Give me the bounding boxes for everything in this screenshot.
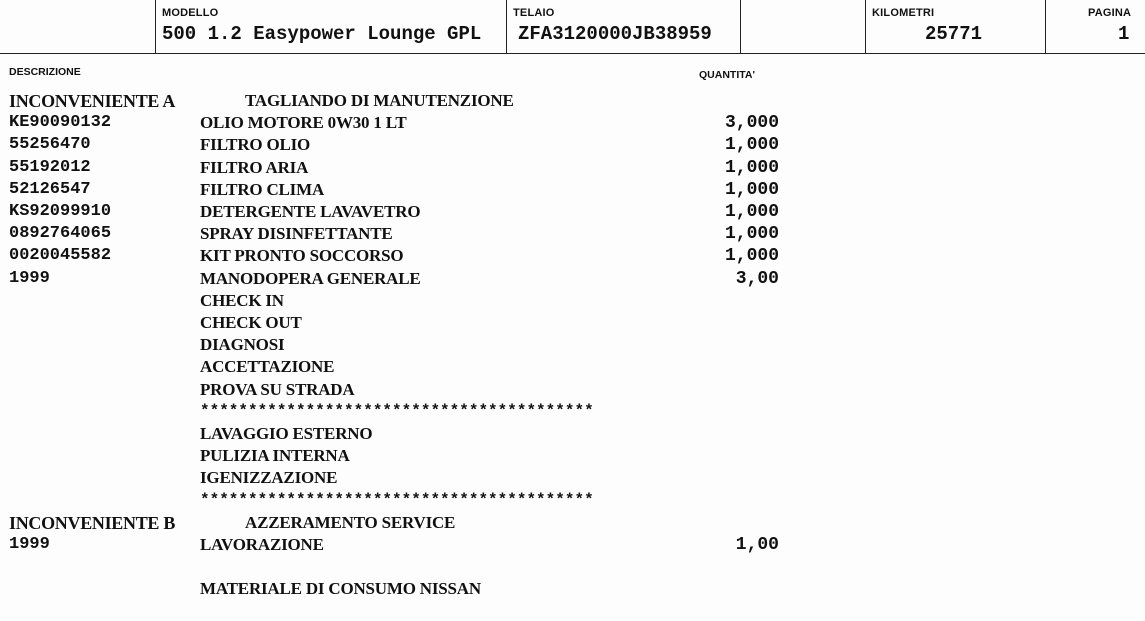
line-item-row [0, 202, 1145, 224]
line-quantity: 1,000 [724, 157, 779, 178]
line-description: ACCETTAZIONE [200, 357, 335, 377]
line-item-row [0, 291, 1145, 313]
line-description: CHECK OUT [200, 313, 302, 332]
line-code: 55192012 [9, 157, 91, 177]
line-item-row [0, 269, 1145, 291]
line-description: DIAGNOSI [200, 335, 285, 355]
line-item-row [0, 246, 1145, 268]
line-item-row [0, 535, 1145, 557]
line-quantity: 1,00 [735, 535, 779, 555]
line-description: PULIZIA INTERNA [200, 446, 350, 466]
line-description: OLIO MOTORE 0W30 1 LT [200, 113, 407, 133]
model-label: MODELLO [162, 7, 219, 19]
line-code: 55256470 [9, 135, 91, 155]
line-item-row [0, 158, 1145, 180]
line-description: KIT PRONTO SOCCORSO [200, 246, 404, 266]
header-rule [0, 53, 1145, 54]
line-item-row [0, 357, 1145, 379]
km-label: KILOMETRI [872, 7, 935, 19]
line-code: INCONVENIENTE A [9, 91, 176, 111]
line-description: DETERGENTE LAVAVETRO [200, 202, 421, 221]
header-divider [155, 0, 156, 53]
quantity-column-label: QUANTITA' [699, 69, 755, 81]
line-description: FILTRO CLIMA [200, 179, 325, 199]
line-description: ***************************************** [200, 490, 594, 509]
line-description: MANODOPERA GENERALE [200, 268, 421, 288]
line-item-row [0, 91, 1145, 113]
line-code: INCONVENIENTE B [9, 512, 176, 533]
km-value: 25771 [925, 23, 983, 45]
frame-value: ZFA3120000JB38959 [518, 23, 712, 45]
line-code: 1999 [9, 535, 50, 554]
line-item-row [0, 491, 1145, 513]
header-divider [1045, 0, 1046, 53]
page-label: PAGINA [1088, 7, 1132, 19]
line-quantity: 1,000 [724, 135, 779, 156]
line-item-row [0, 224, 1145, 246]
line-description: SPRAY DISINFETTANTE [200, 224, 393, 244]
line-item-row [0, 313, 1145, 335]
line-description: FILTRO OLIO [200, 135, 311, 155]
line-quantity: 3,00 [735, 268, 779, 289]
line-item-row [0, 513, 1145, 535]
line-description: FILTRO ARIA [200, 157, 309, 177]
line-quantity: 1,000 [724, 179, 779, 200]
line-description: PROVA SU STRADA [200, 379, 355, 399]
line-description: IGENIZZAZIONE [200, 468, 338, 488]
line-code: 1999 [9, 268, 50, 288]
line-item-row [0, 135, 1145, 157]
line-item-row [0, 380, 1145, 402]
line-item-row [0, 468, 1145, 490]
line-description: AZZERAMENTO SERVICE [245, 512, 456, 532]
header-divider [506, 0, 507, 53]
line-description: CHECK IN [200, 290, 284, 310]
model-value: 500 1.2 Easypower Lounge GPL [162, 23, 482, 45]
line-description: TAGLIANDO DI MANUTENZIONE [245, 91, 514, 110]
line-code: KS92099910 [9, 202, 112, 221]
line-quantity: 1,000 [724, 224, 779, 245]
page-value: 1 [1118, 23, 1130, 45]
line-description: LAVAGGIO ESTERNO [200, 424, 373, 443]
line-item-row [0, 424, 1145, 446]
line-item-row [0, 579, 1145, 601]
line-description: ***************************************** [200, 401, 594, 420]
line-code: KE90090132 [9, 113, 112, 133]
description-column-label: DESCRIZIONE [9, 66, 81, 78]
line-item-row [0, 335, 1145, 357]
line-item-row [0, 446, 1145, 468]
line-description: LAVORAZIONE [200, 535, 324, 554]
header-divider [865, 0, 866, 53]
line-item-row [0, 402, 1145, 424]
line-code: 0892764065 [9, 224, 112, 244]
line-item-row [0, 180, 1145, 202]
frame-label: TELAIO [513, 7, 555, 19]
line-quantity: 1,000 [724, 246, 779, 267]
line-quantity: 3,000 [724, 113, 779, 134]
line-item-row [0, 557, 1145, 579]
line-code: 52126547 [9, 179, 91, 199]
header-divider [740, 0, 741, 53]
line-code: 0020045582 [9, 246, 112, 266]
line-item-row [0, 113, 1145, 135]
line-description: MATERIALE DI CONSUMO NISSAN [200, 579, 481, 599]
line-quantity: 1,000 [724, 202, 779, 222]
